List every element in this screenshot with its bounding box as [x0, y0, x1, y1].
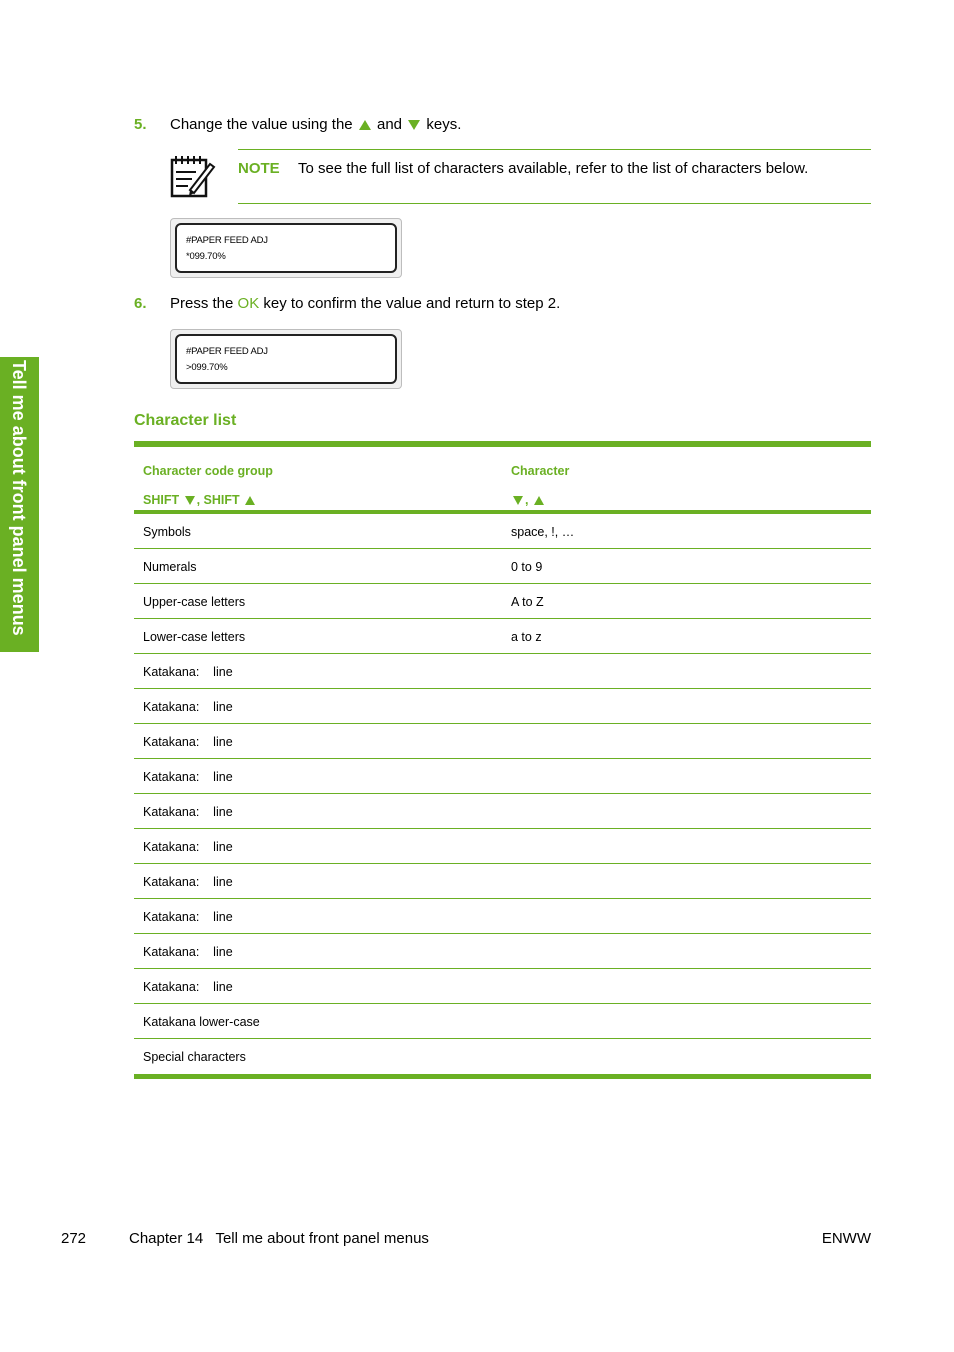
- cell-group: Symbols: [143, 525, 191, 539]
- header-shift-keys: SHIFT , SHIFT: [143, 493, 257, 507]
- character-list-table: [134, 441, 871, 1079]
- display-screen: [175, 334, 397, 384]
- display-line-2: *099.70%: [186, 251, 226, 262]
- table-row: [134, 514, 871, 549]
- table-body: [134, 514, 871, 1074]
- cell-group: Katakana: line: [143, 770, 233, 784]
- cell-group: Katakana: line: [143, 980, 233, 994]
- table-row: [134, 549, 871, 584]
- table-row: [134, 829, 871, 864]
- table-row: [134, 934, 871, 969]
- up-arrow-icon: [245, 496, 255, 505]
- note-text: To see the full list of characters available, refer to the list of characters below.: [298, 160, 809, 177]
- side-chapter-tab: [0, 357, 39, 652]
- side-tab-label: Tell me about front panel menus: [9, 360, 29, 636]
- table-row: [134, 1004, 871, 1039]
- cell-character: A to Z: [511, 595, 544, 609]
- footer-right: ENWW: [821, 1230, 871, 1247]
- display-line-1: #PAPER FEED ADJ: [186, 346, 268, 357]
- down-arrow-icon: [408, 120, 420, 130]
- cell-group: Katakana: line: [143, 945, 233, 959]
- step-text: Press the OK key to confirm the value and return to step 2.: [170, 295, 561, 312]
- down-arrow-icon: [513, 496, 523, 505]
- cell-group: Special characters: [143, 1050, 246, 1064]
- note-pencil-icon: [168, 152, 216, 200]
- cell-group: Lower-case letters: [143, 630, 246, 644]
- page-number: 272: [61, 1230, 87, 1247]
- cell-group: Katakana: line: [143, 735, 233, 749]
- down-arrow-icon: [185, 496, 195, 505]
- note-label: NOTE: [238, 160, 280, 177]
- cell-group: Numerals: [143, 560, 197, 574]
- cell-group: Katakana: line: [143, 840, 233, 854]
- table-row: [134, 899, 871, 934]
- table-row: [134, 759, 871, 794]
- note-box: [238, 149, 871, 204]
- header-arrow-keys: ,: [511, 493, 546, 507]
- step-number: 5.: [134, 116, 147, 133]
- cell-character: space, !, …: [511, 525, 575, 539]
- section-title: Character list: [134, 412, 237, 429]
- header-col-2: Character: [511, 464, 570, 478]
- cell-group: Katakana: line: [143, 805, 233, 819]
- front-panel-display: [170, 218, 402, 278]
- cell-character: a to z: [511, 630, 542, 644]
- cell-group: Katakana: line: [143, 700, 233, 714]
- table-row: [134, 1039, 871, 1074]
- step-text: Change the value using the and keys.: [170, 116, 462, 133]
- cell-group: Katakana: line: [143, 875, 233, 889]
- display-line-2: >099.70%: [186, 362, 228, 373]
- cell-group: Upper-case letters: [143, 595, 246, 609]
- cell-group: Katakana: line: [143, 665, 233, 679]
- ok-key-label: OK: [237, 295, 260, 312]
- table-row: [134, 794, 871, 829]
- table-row: [134, 864, 871, 899]
- table-row: [134, 584, 871, 619]
- front-panel-display: [170, 329, 402, 389]
- table-bottom-rule: [134, 1074, 871, 1079]
- table-row: [134, 619, 871, 654]
- cell-character: 0 to 9: [511, 560, 543, 574]
- table-row: [134, 724, 871, 759]
- header-col-1: Character code group: [143, 464, 273, 478]
- cell-group: Katakana lower-case: [143, 1015, 260, 1029]
- cell-group: Katakana: line: [143, 910, 233, 924]
- footer-chapter: Chapter 14 Tell me about front panel menus: [129, 1230, 429, 1247]
- display-screen: [175, 223, 397, 273]
- table-row: [134, 689, 871, 724]
- up-arrow-icon: [534, 496, 544, 505]
- table-header: [134, 447, 871, 514]
- display-line-1: #PAPER FEED ADJ: [186, 235, 268, 246]
- table-row: [134, 969, 871, 1004]
- up-arrow-icon: [359, 120, 371, 130]
- step-number: 6.: [134, 295, 147, 312]
- table-row: [134, 654, 871, 689]
